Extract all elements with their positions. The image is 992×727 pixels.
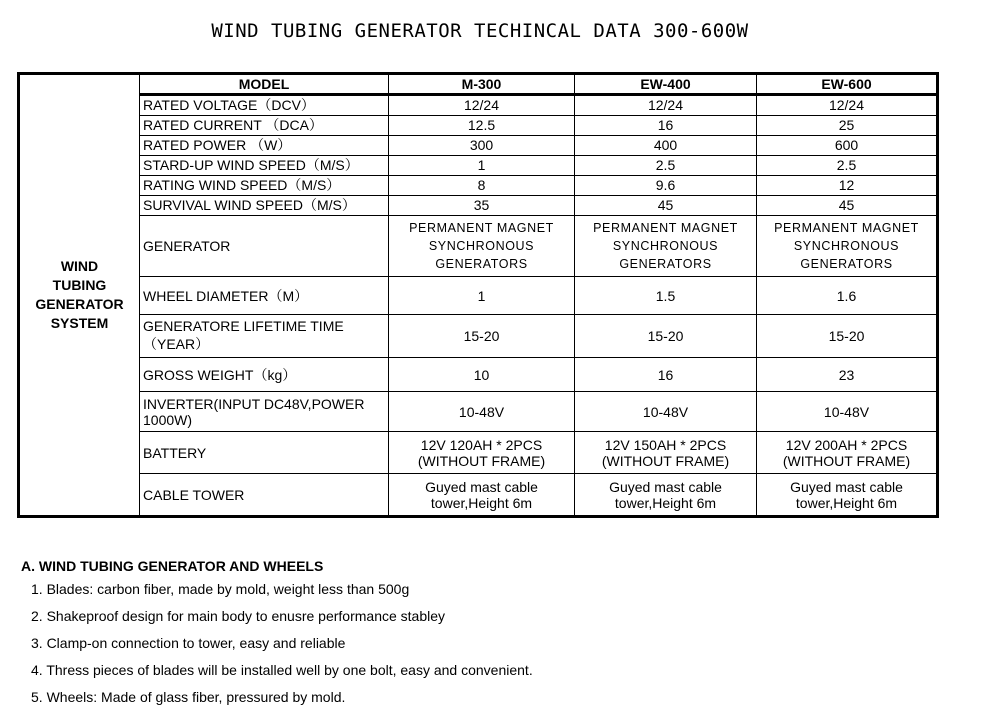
cell-value: PERMANENT MAGNET SYNCHRONOUS GENERATORS: [757, 216, 938, 277]
cell-value: 10: [389, 358, 575, 392]
cell-value: 10-48V: [389, 392, 575, 432]
cell-value: 12V 200AH * 2PCS (WITHOUT FRAME): [757, 432, 938, 474]
cell-value: 16: [575, 116, 757, 136]
header-m300: M-300: [389, 74, 575, 95]
notes-section: [21, 556, 961, 711]
cell-value: 1: [389, 156, 575, 176]
cell-value: 23: [757, 358, 938, 392]
table-row: [19, 95, 938, 116]
system-label-line: GENERATOR: [35, 296, 124, 312]
cell-value: 12/24: [575, 95, 757, 116]
cell-value: 1.6: [757, 277, 938, 315]
header-row: [19, 74, 938, 95]
row-param: SURVIVAL WIND SPEED（M/S）: [140, 196, 389, 216]
cell-value: 15-20: [757, 315, 938, 358]
table-row: [19, 277, 938, 315]
table-row: [19, 116, 938, 136]
list-item: 3. Clamp-on connection to tower, easy and reliable: [31, 635, 346, 651]
system-label-line: SYSTEM: [50, 315, 109, 331]
list-item: 2. Shakeproof design for main body to enusre performance stabley: [31, 608, 446, 624]
cell-value: 1.5: [575, 277, 757, 315]
cell-value: 400: [575, 136, 757, 156]
header-ew600: EW-600: [757, 74, 938, 95]
cell-value: 9.6: [575, 176, 757, 196]
cell-value: 35: [389, 196, 575, 216]
system-label-line: TUBING: [52, 277, 107, 293]
header-ew400: EW-400: [575, 74, 757, 95]
system-label: [19, 74, 140, 517]
row-param: GROSS WEIGHT（kg）: [140, 358, 389, 392]
cell-value: 12/24: [757, 95, 938, 116]
notes-list: [21, 576, 961, 711]
cell-value: 45: [757, 196, 938, 216]
table-row: [19, 156, 938, 176]
system-label-line: WIND: [60, 258, 99, 274]
spec-table: [17, 72, 939, 518]
cell-value: 10-48V: [575, 392, 757, 432]
cell-value: 12.5: [389, 116, 575, 136]
cell-value: 45: [575, 196, 757, 216]
row-param: WHEEL DIAMETER（M）: [140, 277, 389, 315]
header-model: MODEL: [140, 74, 389, 95]
notes-heading: A. WIND TUBING GENERATOR AND WHEELS: [21, 558, 324, 574]
cell-value: 600: [757, 136, 938, 156]
row-param: CABLE TOWER: [140, 474, 389, 517]
cell-value: 300: [389, 136, 575, 156]
row-param: RATED CURRENT （DCA）: [140, 116, 389, 136]
table-row: [19, 474, 938, 517]
table-row: [19, 176, 938, 196]
cell-value: 1: [389, 277, 575, 315]
cell-value: Guyed mast cable tower,Height 6m: [389, 474, 575, 517]
list-item: 4. Thress pieces of blades will be installed well by one bolt, easy and convenient.: [31, 662, 533, 678]
cell-value: 12V 120AH * 2PCS (WITHOUT FRAME): [389, 432, 575, 474]
cell-value: 12/24: [389, 95, 575, 116]
row-param: RATED POWER （W）: [140, 136, 389, 156]
table-row: [19, 196, 938, 216]
table-row: [19, 392, 938, 432]
cell-value: PERMANENT MAGNET SYNCHRONOUS GENERATORS: [575, 216, 757, 277]
cell-value: PERMANENT MAGNET SYNCHRONOUS GENERATORS: [389, 216, 575, 277]
table-row: [19, 358, 938, 392]
table-row: [19, 136, 938, 156]
cell-value: 2.5: [575, 156, 757, 176]
cell-value: Guyed mast cable tower,Height 6m: [575, 474, 757, 517]
cell-value: 10-48V: [757, 392, 938, 432]
row-param: RATED VOLTAGE（DCV）: [140, 95, 389, 116]
row-param: STARD-UP WIND SPEED（M/S）: [140, 156, 389, 176]
list-item: 5. Wheels: Made of glass fiber, pressured by mold.: [31, 689, 346, 705]
cell-value: 16: [575, 358, 757, 392]
table-row: [19, 216, 938, 277]
cell-value: Guyed mast cable tower,Height 6m: [757, 474, 938, 517]
cell-value: 12V 150AH * 2PCS (WITHOUT FRAME): [575, 432, 757, 474]
list-item: 1. Blades: carbon fiber, made by mold, weight less than 500g: [31, 581, 410, 597]
cell-value: 15-20: [389, 315, 575, 358]
row-param: BATTERY: [140, 432, 389, 474]
row-param: INVERTER(INPUT DC48V,POWER 1000W): [140, 392, 389, 432]
cell-value: 15-20: [575, 315, 757, 358]
row-param: RATING WIND SPEED（M/S）: [140, 176, 389, 196]
cell-value: 8: [389, 176, 575, 196]
row-param: GENERATORE LIFETIME TIME （YEAR）: [140, 315, 389, 358]
table-row: [19, 315, 938, 358]
document-title: WIND TUBING GENERATOR TECHINCAL DATA 300-600W: [211, 20, 749, 42]
cell-value: 25: [757, 116, 938, 136]
cell-value: 2.5: [757, 156, 938, 176]
table-row: [19, 432, 938, 474]
row-param: GENERATOR: [140, 216, 389, 277]
cell-value: 12: [757, 176, 938, 196]
